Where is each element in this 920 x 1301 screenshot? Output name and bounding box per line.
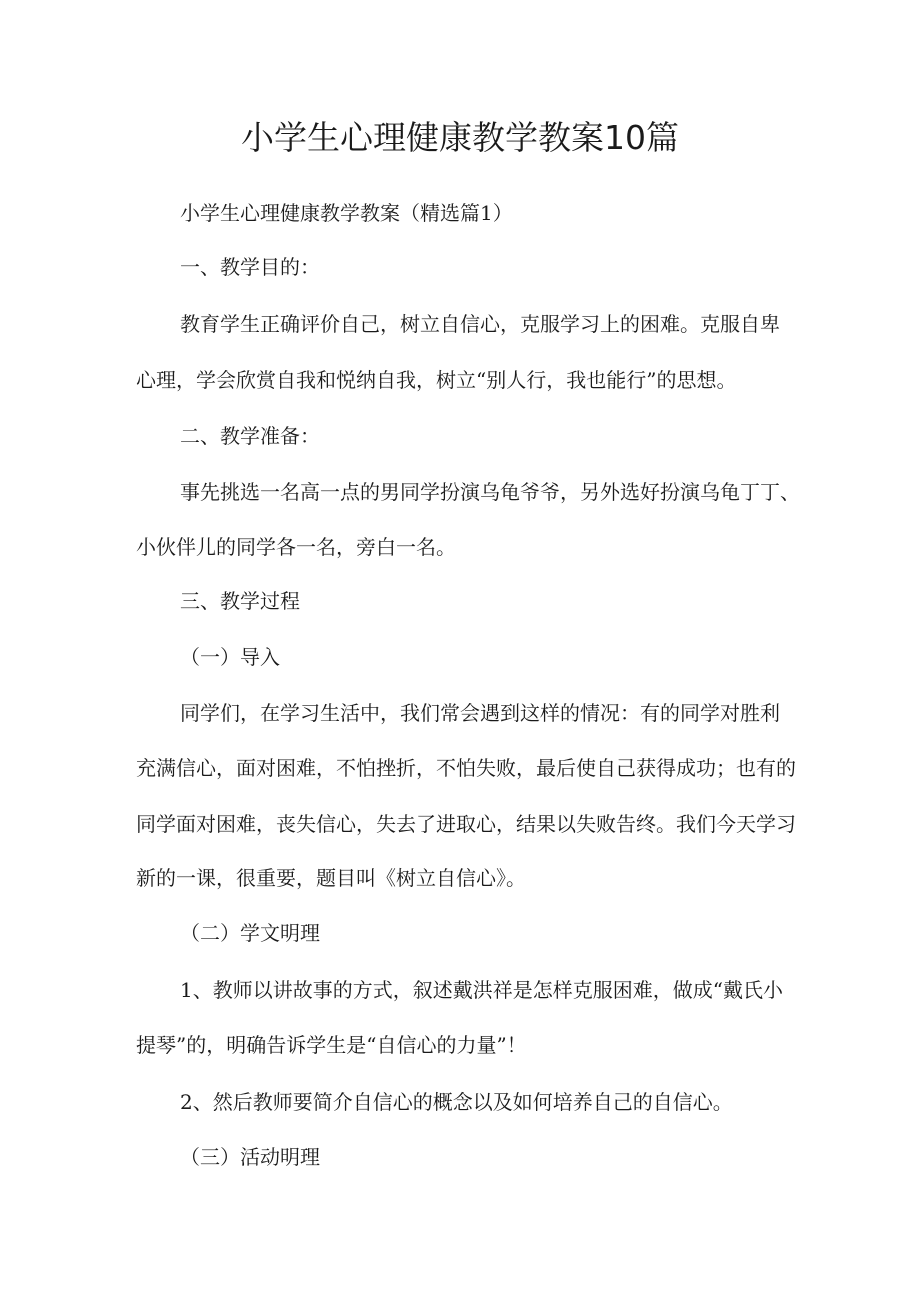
- document-title: 小学生心理健康教学教案10篇: [241, 118, 679, 157]
- subheading-activity: （三）活动明理: [180, 1145, 320, 1169]
- heading-objectives: 一、教学目的：: [180, 255, 320, 279]
- subheading-intro: （一）导入: [180, 645, 280, 669]
- paragraph-line: 同学面对困难，丧失信心，失去了进取心，结果以失败告终。我们今天学习: [136, 812, 796, 836]
- paragraph-line: 1、教师以讲故事的方式，叙述戴洪祥是怎样克服困难，做成“戴氏小: [180, 978, 783, 1002]
- paragraph-line: 心理，学会欣赏自我和悦纳自我，树立“别人行，我也能行”的思想。: [136, 368, 737, 392]
- paragraph-line: 事先挑选一名高一点的男同学扮演乌龟爷爷，另外选好扮演乌龟丁丁、: [180, 480, 800, 504]
- subheading-study: （二）学文明理: [180, 921, 320, 945]
- paragraph-line: 充满信心，面对困难，不怕挫折，不怕失败，最后使自己获得成功；也有的: [136, 756, 796, 780]
- heading-preparation: 二、教学准备：: [180, 424, 320, 448]
- section-heading: 小学生心理健康教学教案（精选篇1）: [180, 201, 513, 225]
- paragraph-line: 提琴”的，明确告诉学生是“自信心的力量”！: [136, 1033, 527, 1057]
- paragraph-line: 小伙伴儿的同学各一名，旁白一名。: [136, 535, 456, 559]
- paragraph-line: 教育学生正确评价自己，树立自信心，克服学习上的困难。克服自卑: [180, 312, 780, 336]
- heading-process: 三、教学过程: [180, 589, 300, 613]
- paragraph-line: 同学们，在学习生活中，我们常会遇到这样的情况：有的同学对胜利: [180, 701, 780, 725]
- paragraph-line: 2、然后教师要简介自信心的概念以及如何培养自己的自信心。: [180, 1090, 733, 1114]
- paragraph-line: 新的一课，很重要，题目叫《树立自信心》。: [136, 866, 526, 890]
